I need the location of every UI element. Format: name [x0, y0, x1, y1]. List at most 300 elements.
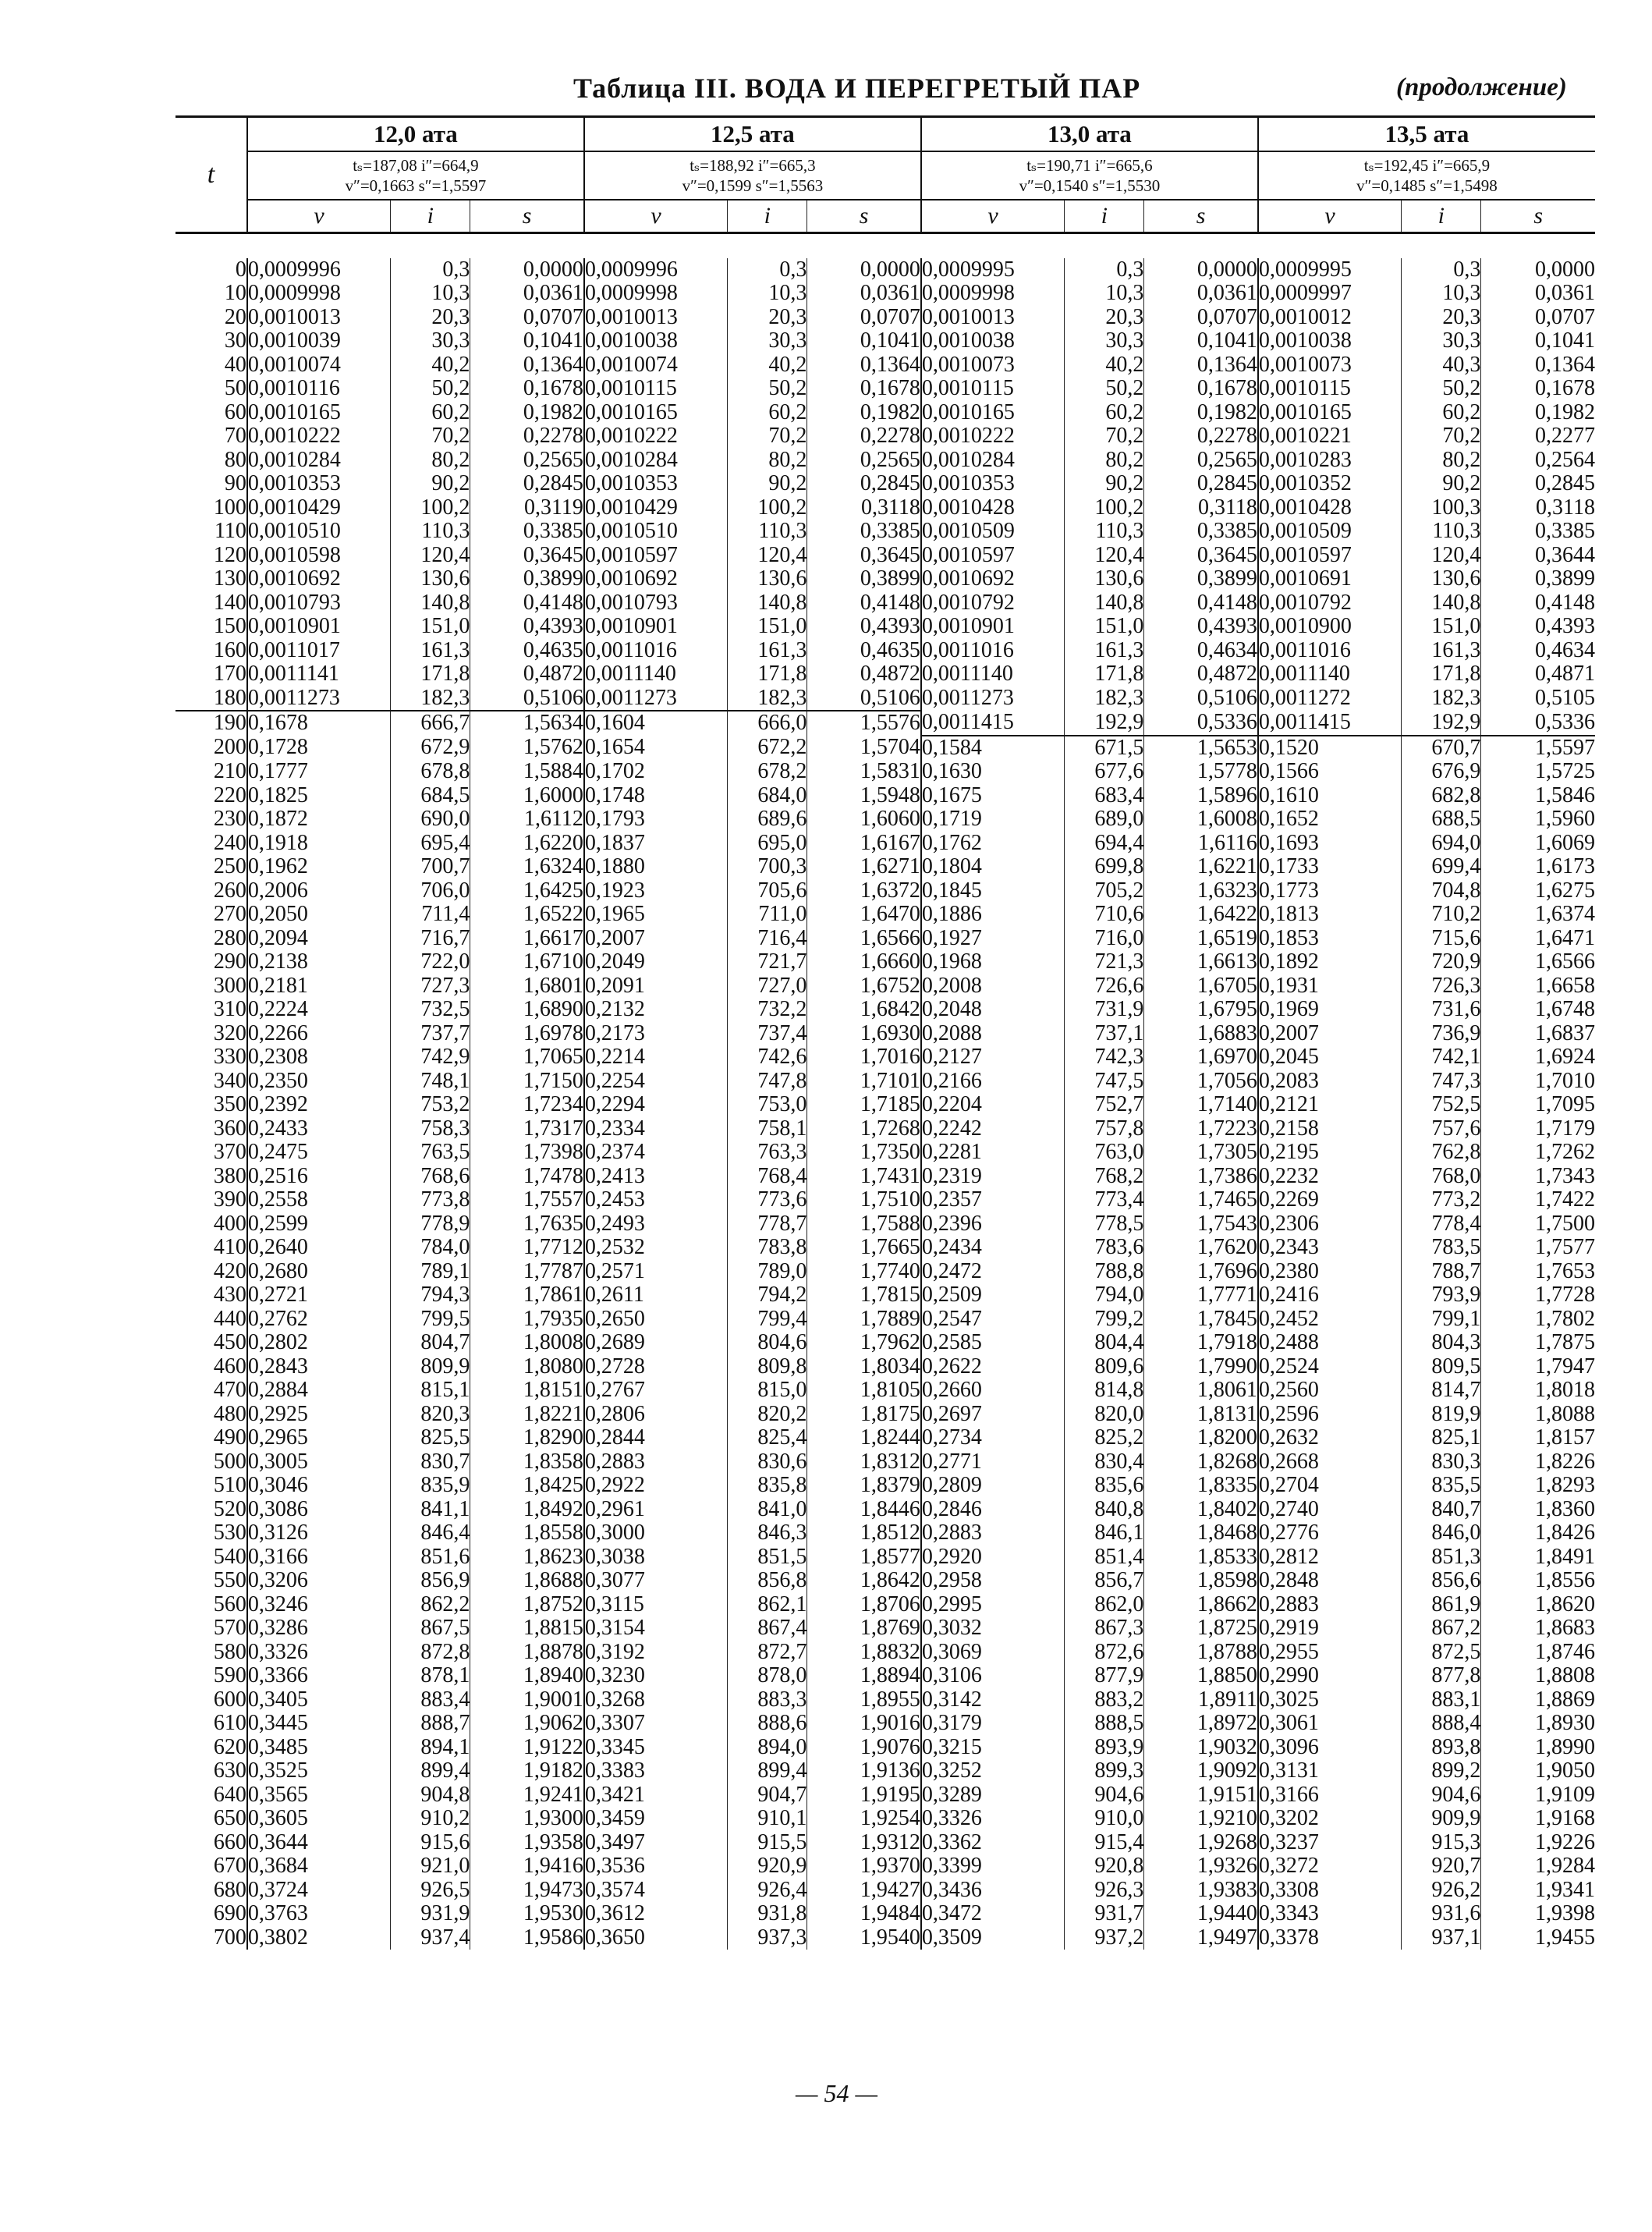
s-value-cell: 0,0707 — [1535, 304, 1595, 329]
v-value-cell: 0,0009998 — [584, 281, 678, 305]
s-value-cell: 1,7140 — [1144, 1093, 1258, 1117]
s-value-cell: 0,1041 — [1535, 328, 1595, 353]
v-value-cell: 0,2990 — [1258, 1663, 1319, 1687]
i-value-cell: 171,8 — [1065, 662, 1144, 687]
s-value-cell: 1,7185 — [807, 1093, 921, 1117]
s-value-cell: 1,8426 — [1535, 1521, 1595, 1545]
v-value-cell: 0,0010284 — [247, 447, 341, 472]
v-value-cell: 0,2558 — [247, 1187, 308, 1212]
v-value-cell: 0,3286 — [247, 1616, 308, 1640]
i-value-cell: 690,0 — [391, 807, 470, 832]
s-value-cell: 0,0707 — [470, 306, 584, 330]
s-value-cell: 0,4871 — [1535, 662, 1595, 686]
s-value-cell: 0,3385 — [1535, 519, 1595, 543]
s-value-cell: 1,8402 — [1144, 1498, 1258, 1522]
s-value-cell: 1,7010 — [1535, 1068, 1595, 1093]
temperature-cell: 340 — [175, 1070, 247, 1094]
s-value-cell: 1,8642 — [807, 1569, 921, 1593]
saturation-params — [1258, 151, 1595, 200]
i-value-cell: 726,6 — [1065, 974, 1144, 999]
s-value-cell: 0,3899 — [807, 567, 921, 591]
temperature-cell: 390 — [175, 1188, 247, 1212]
v-value-cell: 0,2995 — [921, 1591, 982, 1616]
v-value-cell: 0,0011140 — [921, 662, 1013, 686]
s-value-cell: 0,5105 — [1535, 686, 1595, 710]
v-value-cell: 0,1813 — [1258, 902, 1319, 926]
i-value-cell: 666,7 — [391, 711, 470, 736]
v-value-cell: 0,0009996 — [247, 257, 341, 282]
i-value-cell: 100,2 — [728, 496, 807, 520]
s-value-cell: 1,8788 — [1144, 1641, 1258, 1665]
s-value-cell: 1,8468 — [1144, 1521, 1258, 1545]
s-value-cell: 1,8688 — [470, 1569, 584, 1593]
v-value-cell: 0,2493 — [584, 1211, 645, 1236]
s-value-cell: 0,3119 — [470, 496, 584, 520]
v-value-cell: 0,1804 — [921, 854, 982, 878]
s-value-cell: 0,1982 — [807, 401, 921, 425]
saturation-line: v″=0,1599 s″=1,5563 — [682, 176, 824, 195]
i-value-cell: 937,1 — [1402, 1926, 1481, 1950]
v-value-cell: 0,0010038 — [584, 328, 678, 353]
s-value-cell: 0,1678 — [1144, 377, 1258, 401]
v-value-cell: 0,2475 — [247, 1140, 308, 1164]
i-value-cell: 931,9 — [391, 1902, 470, 1926]
i-value-cell: 120,4 — [1065, 544, 1144, 568]
s-value-cell: 1,8018 — [1535, 1378, 1595, 1402]
s-value-cell: 1,6060 — [807, 807, 921, 832]
s-value-cell: 1,6801 — [470, 974, 584, 999]
s-value-cell: 1,5762 — [470, 736, 584, 761]
i-value-cell: 830,4 — [1065, 1450, 1144, 1474]
i-value-cell: 841,0 — [728, 1498, 807, 1522]
table-row — [175, 1403, 1595, 1427]
v-value-cell: 0,2007 — [584, 925, 645, 950]
i-value-cell: 110,3 — [391, 520, 470, 544]
s-value-cell: 0,3118 — [1144, 496, 1258, 520]
temperature-cell: 420 — [175, 1260, 247, 1284]
s-value-cell: 0,4634 — [1144, 639, 1258, 663]
v-value-cell: 0,2350 — [247, 1068, 308, 1093]
s-value-cell: 1,8293 — [1535, 1473, 1595, 1497]
s-value-cell: 1,7947 — [1535, 1354, 1595, 1379]
i-value-cell: 716,0 — [1065, 927, 1144, 951]
i-value-cell: 727,3 — [391, 974, 470, 999]
temperature-cell: 110 — [175, 520, 247, 544]
s-value-cell: 1,6617 — [470, 927, 584, 951]
v-value-cell: 0,1825 — [247, 782, 308, 807]
v-value-cell: 0,0009998 — [921, 281, 1015, 305]
i-value-cell: 799,4 — [728, 1308, 807, 1332]
v-value-cell: 0,0009995 — [1258, 257, 1352, 282]
v-value-cell: 0,2083 — [1258, 1068, 1319, 1093]
s-value-cell: 1,8894 — [807, 1664, 921, 1688]
v-value-cell: 0,2884 — [247, 1378, 308, 1402]
s-value-cell: 1,9484 — [807, 1902, 921, 1926]
s-value-cell: 1,8662 — [1144, 1593, 1258, 1617]
s-value-cell: 1,5960 — [1535, 807, 1595, 831]
s-value-cell: 1,6116 — [1144, 832, 1258, 856]
s-value-cell: 0,2278 — [1144, 424, 1258, 449]
v-value-cell: 0,2121 — [1258, 1092, 1319, 1116]
col-header-i: i — [1402, 200, 1481, 233]
i-value-cell: 753,0 — [728, 1093, 807, 1117]
i-value-cell: 677,6 — [1065, 760, 1144, 784]
table-row — [175, 282, 1595, 306]
i-value-cell: 40,2 — [728, 353, 807, 378]
i-value-cell: 888,4 — [1402, 1712, 1481, 1736]
s-value-cell: 0,4634 — [1535, 637, 1595, 662]
temperature-cell: 460 — [175, 1355, 247, 1379]
table-row — [175, 1474, 1595, 1498]
s-value-cell: 1,7016 — [807, 1045, 921, 1070]
i-value-cell: 130,6 — [1065, 567, 1144, 591]
v-value-cell: 0,2965 — [247, 1425, 308, 1450]
table-row — [175, 903, 1595, 927]
temperature-cell: 660 — [175, 1831, 247, 1855]
s-value-cell: 0,1982 — [1144, 401, 1258, 425]
v-value-cell: 0,0010598 — [247, 542, 341, 567]
v-value-cell: 0,3605 — [247, 1806, 308, 1830]
table-row — [175, 258, 1595, 282]
temperature-cell: 350 — [175, 1093, 247, 1117]
i-value-cell: 70,2 — [1402, 424, 1481, 449]
v-value-cell: 0,2697 — [921, 1401, 982, 1426]
s-value-cell: 1,8577 — [807, 1545, 921, 1570]
s-value-cell: 1,9226 — [1535, 1829, 1595, 1854]
v-value-cell: 0,2132 — [584, 997, 645, 1021]
i-value-cell: 814,7 — [1402, 1379, 1481, 1403]
i-value-cell: 70,2 — [728, 424, 807, 449]
v-value-cell: 0,2632 — [1258, 1425, 1319, 1450]
table-row — [175, 1498, 1595, 1522]
i-value-cell: 799,2 — [1065, 1308, 1144, 1332]
temperature-cell: 530 — [175, 1521, 247, 1545]
v-value-cell: 0,1604 — [584, 711, 728, 736]
v-value-cell: 0,0010283 — [1258, 447, 1352, 472]
v-value-cell: 0,2091 — [584, 973, 645, 998]
i-value-cell: 90,2 — [1402, 472, 1481, 496]
i-value-cell: 700,3 — [728, 855, 807, 879]
i-value-cell: 835,8 — [728, 1474, 807, 1498]
s-value-cell: 0,3899 — [470, 567, 584, 591]
i-value-cell: 862,1 — [728, 1593, 807, 1617]
s-value-cell: 0,0361 — [807, 282, 921, 306]
v-value-cell: 0,1702 — [584, 759, 645, 783]
s-value-cell: 1,7665 — [807, 1236, 921, 1260]
v-value-cell: 0,0011016 — [584, 637, 677, 662]
i-value-cell: 825,1 — [1402, 1426, 1481, 1450]
s-value-cell: 1,6842 — [807, 998, 921, 1022]
s-value-cell: 0,1041 — [470, 329, 584, 353]
v-value-cell: 0,2809 — [921, 1473, 982, 1497]
i-value-cell: 710,6 — [1065, 903, 1144, 927]
s-value-cell: 1,7577 — [1535, 1235, 1595, 1259]
i-value-cell: 872,8 — [391, 1641, 470, 1665]
s-value-cell: 1,7653 — [1535, 1258, 1595, 1283]
v-value-cell: 0,0009997 — [1258, 281, 1352, 305]
i-value-cell: 856,7 — [1065, 1569, 1144, 1593]
s-value-cell: 1,8620 — [1535, 1591, 1595, 1616]
v-value-cell: 0,0010115 — [1258, 376, 1351, 400]
s-value-cell: 1,8598 — [1144, 1569, 1258, 1593]
i-value-cell: 682,8 — [1402, 784, 1481, 808]
i-value-cell: 40,2 — [1065, 353, 1144, 378]
s-value-cell: 1,5597 — [1481, 736, 1595, 761]
i-value-cell: 742,6 — [728, 1045, 807, 1070]
v-value-cell: 0,0010221 — [1258, 424, 1352, 448]
table-row — [175, 449, 1595, 473]
i-value-cell: 799,5 — [391, 1308, 470, 1332]
temperature-cell: 690 — [175, 1902, 247, 1926]
table-row — [175, 832, 1595, 856]
i-value-cell: 70,2 — [1065, 424, 1144, 449]
i-value-cell: 140,8 — [391, 591, 470, 616]
s-value-cell: 1,7343 — [1535, 1163, 1595, 1188]
v-value-cell: 0,3252 — [921, 1758, 982, 1783]
v-value-cell: 0,3025 — [1258, 1687, 1319, 1712]
v-value-cell: 0,2689 — [584, 1330, 645, 1354]
i-value-cell: 920,9 — [728, 1854, 807, 1879]
s-value-cell: 0,2564 — [1535, 447, 1595, 472]
i-value-cell: 804,6 — [728, 1331, 807, 1355]
s-value-cell: 1,7101 — [807, 1070, 921, 1094]
i-value-cell: 899,2 — [1402, 1759, 1481, 1783]
i-value-cell: 909,9 — [1402, 1807, 1481, 1831]
s-value-cell: 1,8034 — [807, 1355, 921, 1379]
table-row — [175, 687, 1595, 711]
s-value-cell: 1,8972 — [1144, 1712, 1258, 1736]
v-value-cell: 0,0010597 — [1258, 542, 1352, 567]
i-value-cell: 783,6 — [1065, 1236, 1144, 1260]
v-value-cell: 0,0010353 — [247, 471, 341, 495]
s-value-cell: 1,8683 — [1535, 1616, 1595, 1640]
v-value-cell: 0,2516 — [247, 1163, 308, 1188]
table-row — [175, 1926, 1595, 1950]
s-value-cell: 1,7268 — [807, 1117, 921, 1141]
s-value-cell: 1,9254 — [807, 1807, 921, 1831]
i-value-cell: 773,2 — [1402, 1188, 1481, 1212]
i-value-cell: 742,1 — [1402, 1045, 1481, 1070]
i-value-cell: 926,3 — [1065, 1879, 1144, 1903]
i-value-cell: 737,4 — [728, 1022, 807, 1046]
v-value-cell: 0,3445 — [247, 1711, 308, 1735]
i-value-cell: 758,1 — [728, 1117, 807, 1141]
i-value-cell: 862,0 — [1065, 1593, 1144, 1617]
i-value-cell: 778,4 — [1402, 1212, 1481, 1237]
v-value-cell: 0,2138 — [247, 949, 308, 974]
v-value-cell: 0,1918 — [247, 830, 308, 855]
i-value-cell: 670,7 — [1402, 736, 1481, 761]
v-value-cell: 0,0010284 — [921, 447, 1015, 472]
s-value-cell: 1,6970 — [1144, 1045, 1258, 1070]
v-value-cell: 0,2848 — [1258, 1568, 1319, 1592]
col-header-i: i — [391, 200, 470, 233]
i-value-cell: 716,4 — [728, 927, 807, 951]
i-value-cell: 100,2 — [391, 496, 470, 520]
table-row — [175, 1022, 1595, 1046]
table-row — [175, 1260, 1595, 1284]
v-value-cell: 0,3000 — [584, 1521, 645, 1545]
v-value-cell: 0,2640 — [247, 1235, 308, 1259]
saturation-line: v″=0,1485 s″=1,5498 — [1356, 176, 1498, 195]
i-value-cell: 140,8 — [1402, 591, 1481, 616]
i-value-cell: 830,3 — [1402, 1450, 1481, 1474]
pressure-header: 13,5 ата — [1258, 117, 1595, 152]
i-value-cell: 820,3 — [391, 1403, 470, 1427]
steam-table — [175, 115, 1595, 1950]
s-value-cell: 0,1364 — [470, 353, 584, 378]
s-value-cell: 1,7500 — [1535, 1211, 1595, 1236]
i-value-cell: 678,2 — [728, 760, 807, 784]
s-value-cell: 1,8379 — [807, 1474, 921, 1498]
i-value-cell: 899,3 — [1065, 1759, 1144, 1783]
v-value-cell: 0,1872 — [247, 807, 308, 831]
i-value-cell: 726,3 — [1402, 974, 1481, 999]
i-value-cell: 161,3 — [1065, 639, 1144, 663]
s-value-cell: 1,8850 — [1144, 1664, 1258, 1688]
table-row — [175, 1141, 1595, 1165]
i-value-cell: 80,2 — [728, 449, 807, 473]
table-row — [175, 520, 1595, 544]
s-value-cell: 1,8335 — [1144, 1474, 1258, 1498]
s-value-cell: 0,4872 — [470, 662, 584, 687]
temperature-cell: 30 — [175, 329, 247, 353]
temperature-cell: 620 — [175, 1736, 247, 1760]
i-value-cell: 872,5 — [1402, 1641, 1481, 1665]
s-value-cell: 0,0707 — [807, 306, 921, 330]
s-value-cell: 1,7918 — [1144, 1331, 1258, 1355]
i-value-cell: 814,8 — [1065, 1379, 1144, 1403]
v-value-cell: 0,2532 — [584, 1235, 645, 1259]
temperature-cell: 410 — [175, 1236, 247, 1260]
s-value-cell: 1,8088 — [1535, 1401, 1595, 1426]
v-value-cell: 0,0010691 — [1258, 566, 1352, 591]
s-value-cell: 0,3645 — [1144, 544, 1258, 568]
s-value-cell: 1,8008 — [470, 1331, 584, 1355]
i-value-cell: 820,0 — [1065, 1403, 1144, 1427]
v-value-cell: 0,1965 — [584, 902, 645, 926]
s-value-cell: 1,7179 — [1535, 1116, 1595, 1141]
v-value-cell: 0,0010428 — [921, 495, 1015, 520]
s-value-cell: 1,7845 — [1144, 1308, 1258, 1332]
temperature-cell: 230 — [175, 807, 247, 832]
i-value-cell: 732,2 — [728, 998, 807, 1022]
s-value-cell: 1,7588 — [807, 1212, 921, 1237]
table-row — [175, 1807, 1595, 1831]
i-value-cell: 700,7 — [391, 855, 470, 879]
s-value-cell: 1,8221 — [470, 1403, 584, 1427]
v-value-cell: 0,0010692 — [247, 566, 341, 591]
s-value-cell: 1,6883 — [1144, 1022, 1258, 1046]
v-value-cell: 0,1777 — [247, 759, 308, 783]
v-value-cell: 0,2472 — [921, 1258, 982, 1283]
i-value-cell: 683,4 — [1065, 784, 1144, 808]
s-value-cell: 1,7712 — [470, 1236, 584, 1260]
temperature-cell: 150 — [175, 615, 247, 639]
s-value-cell: 0,4635 — [807, 639, 921, 663]
s-value-cell: 1,8815 — [470, 1616, 584, 1641]
i-value-cell: 676,9 — [1402, 760, 1481, 784]
i-value-cell: 937,4 — [391, 1926, 470, 1950]
v-value-cell: 0,2232 — [1258, 1163, 1319, 1188]
v-value-cell: 0,2319 — [921, 1163, 982, 1188]
i-value-cell: 30,3 — [1065, 329, 1144, 353]
i-value-cell: 704,8 — [1402, 879, 1481, 903]
i-value-cell: 705,6 — [728, 879, 807, 903]
v-value-cell: 0,0010073 — [1258, 352, 1352, 377]
s-value-cell: 1,6752 — [807, 974, 921, 999]
s-value-cell: 1,8940 — [470, 1664, 584, 1688]
s-value-cell: 1,6470 — [807, 903, 921, 927]
s-value-cell: 1,9540 — [807, 1926, 921, 1950]
table-row — [175, 1450, 1595, 1474]
table-row — [175, 1355, 1595, 1379]
v-value-cell: 0,1931 — [1258, 973, 1319, 998]
i-value-cell: 819,9 — [1402, 1403, 1481, 1427]
temperature-cell: 160 — [175, 639, 247, 663]
s-value-cell: 0,4872 — [807, 662, 921, 687]
table-row — [175, 1736, 1595, 1760]
i-value-cell: 883,3 — [728, 1688, 807, 1712]
s-value-cell: 1,7422 — [1535, 1187, 1595, 1212]
v-value-cell: 0,2392 — [247, 1092, 308, 1116]
s-value-cell: 1,6924 — [1535, 1045, 1595, 1069]
v-value-cell: 0,2049 — [584, 949, 645, 974]
v-value-cell: 0,3763 — [247, 1901, 308, 1925]
s-value-cell: 1,7350 — [807, 1141, 921, 1165]
temperature-cell: 560 — [175, 1593, 247, 1617]
s-value-cell: 1,9341 — [1535, 1877, 1595, 1902]
v-value-cell: 0,1678 — [247, 711, 391, 736]
v-value-cell: 0,0010510 — [584, 519, 678, 543]
s-value-cell: 0,0707 — [1144, 306, 1258, 330]
s-value-cell: 1,7990 — [1144, 1355, 1258, 1379]
s-value-cell: 1,8808 — [1535, 1663, 1595, 1687]
v-value-cell: 0,3038 — [584, 1544, 645, 1569]
i-value-cell: 899,4 — [728, 1759, 807, 1783]
i-value-cell: 877,9 — [1065, 1664, 1144, 1688]
temperature-cell: 20 — [175, 306, 247, 330]
i-value-cell: 778,5 — [1065, 1212, 1144, 1237]
s-value-cell: 1,9398 — [1535, 1901, 1595, 1925]
s-value-cell: 1,9168 — [1535, 1806, 1595, 1830]
s-value-cell: 1,7728 — [1535, 1283, 1595, 1307]
v-value-cell: 0,1728 — [247, 735, 308, 759]
s-value-cell: 0,3385 — [807, 520, 921, 544]
i-value-cell: 921,0 — [391, 1854, 470, 1879]
v-value-cell: 0,0010165 — [584, 399, 678, 424]
s-value-cell: 1,8725 — [1144, 1616, 1258, 1641]
v-value-cell: 0,1837 — [584, 830, 645, 855]
table-row — [175, 855, 1595, 879]
v-value-cell: 0,1675 — [921, 782, 982, 807]
i-value-cell: 140,8 — [728, 591, 807, 616]
temperature-cell: 50 — [175, 377, 247, 401]
table-row — [175, 974, 1595, 999]
v-value-cell: 0,2224 — [247, 997, 308, 1021]
i-value-cell: 666,0 — [728, 711, 807, 736]
i-value-cell: 161,3 — [728, 639, 807, 663]
i-value-cell: 867,4 — [728, 1616, 807, 1641]
i-value-cell: 715,6 — [1402, 927, 1481, 951]
temperature-cell: 200 — [175, 736, 247, 761]
v-value-cell: 0,3032 — [921, 1616, 982, 1640]
i-value-cell: 40,3 — [1402, 353, 1481, 378]
v-value-cell: 0,2650 — [584, 1306, 645, 1331]
temperature-cell: 520 — [175, 1498, 247, 1522]
page-number: — 54 — — [796, 2079, 877, 2107]
table-row — [175, 1212, 1595, 1237]
